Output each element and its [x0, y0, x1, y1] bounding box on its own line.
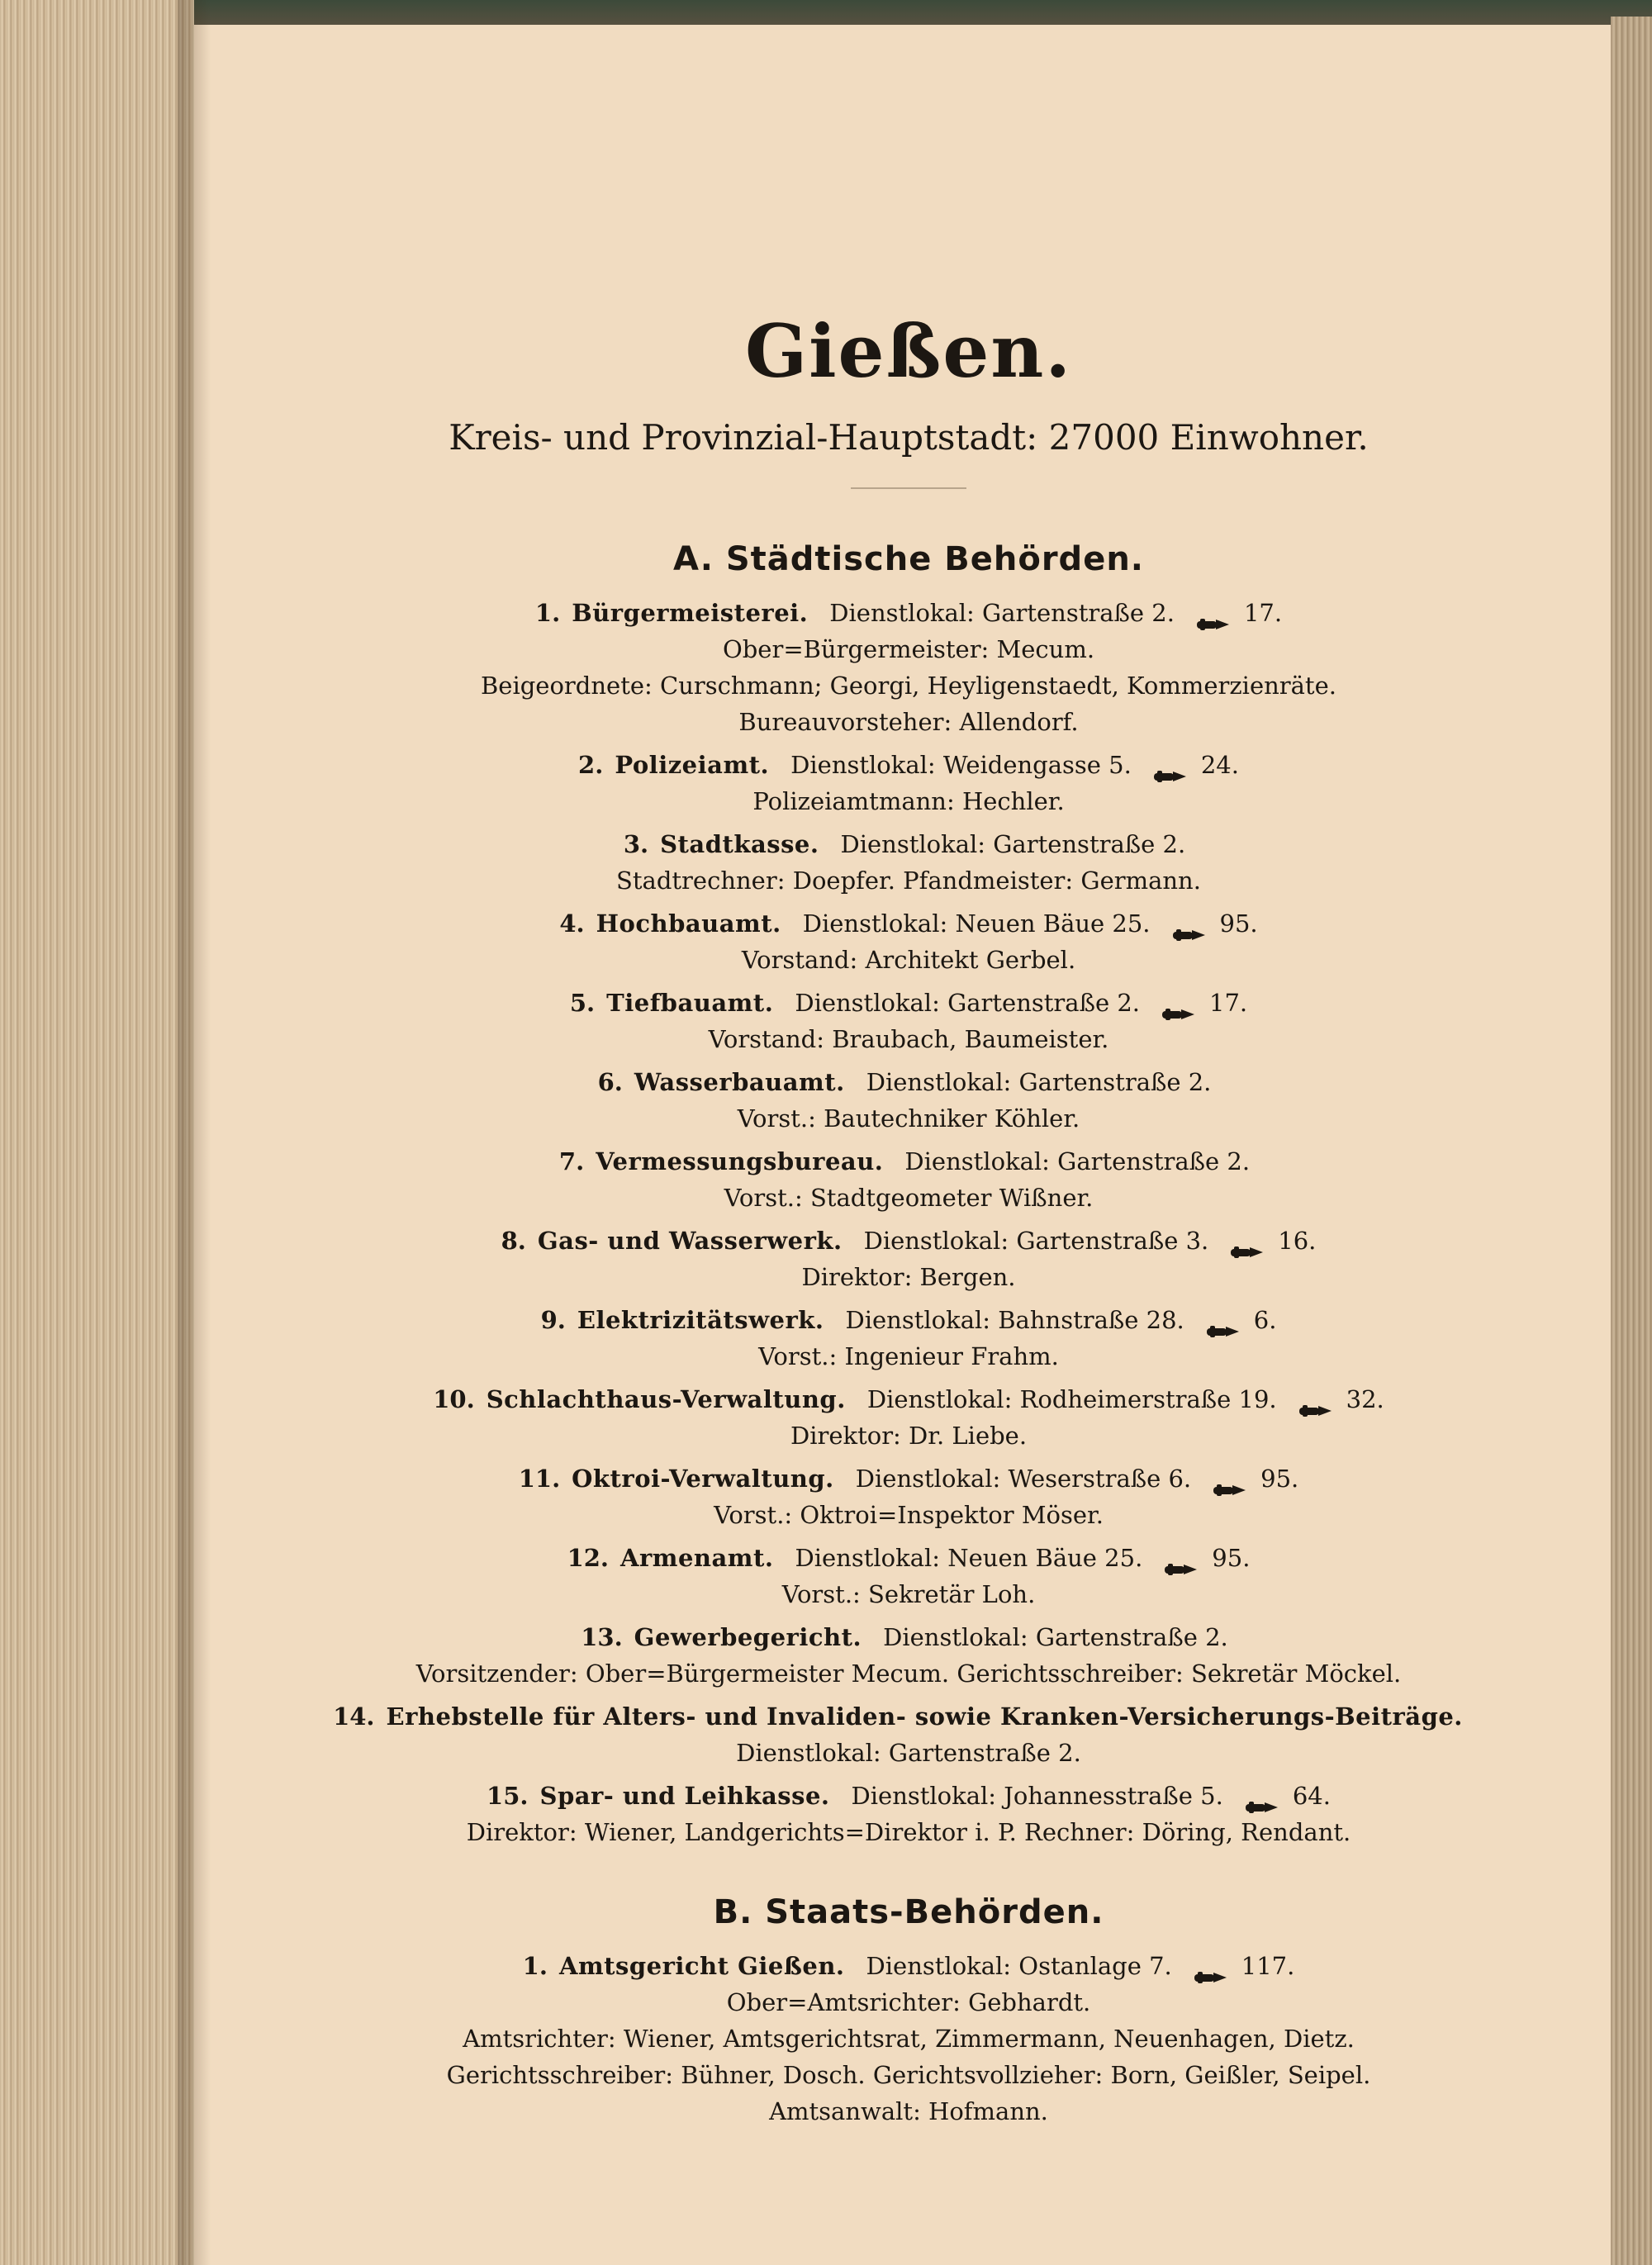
entry-office: Dienstlokal: Neuen Bäue 25. — [795, 1544, 1143, 1572]
entry-head-line — [248, 1460, 1569, 1497]
section-a-heading: A. Städtische Behörden. — [673, 540, 1144, 578]
entry-phone: 117. — [1241, 1952, 1295, 1980]
entry-number: 6. — [597, 1068, 623, 1096]
book-top-shadow — [0, 0, 1652, 28]
entry-name: Polizeiamt. — [615, 751, 770, 779]
entry-detail-line: Stadtrechner: Doepfer. Pfandmeister: Germann. — [616, 867, 1201, 895]
entry-number: 4. — [559, 909, 585, 938]
entry-phone: 32. — [1346, 1385, 1384, 1413]
entry-head-line — [248, 1302, 1569, 1338]
directory-entry — [248, 826, 1569, 899]
entry-number: 8. — [501, 1227, 526, 1255]
entry-head-line — [248, 595, 1569, 631]
entry-office: Dienstlokal: Gartenstraße 2. — [829, 599, 1175, 627]
directory-entry — [248, 1302, 1569, 1375]
entry-detail-line: Direktor: Dr. Liebe. — [790, 1422, 1028, 1450]
entry-office: Dienstlokal: Bahnstraße 28. — [845, 1306, 1184, 1334]
entry-detail-line: Vorsitzender: Ober=Bürgermeister Mecum. Gerichtsschreiber: Sekretär Möckel. — [415, 1660, 1402, 1688]
entry-head-line — [248, 1064, 1569, 1100]
entry-head-line — [248, 1381, 1569, 1417]
directory-entry — [248, 595, 1569, 740]
entry-number: 13. — [581, 1623, 623, 1651]
entry-head-line — [248, 905, 1569, 942]
entry-detail-line: Bureauvorsteher: Allendorf. — [738, 708, 1079, 736]
telephone-hand-icon — [1298, 1393, 1336, 1409]
entry-detail-line: Vorst.: Sekretär Loh. — [781, 1580, 1036, 1608]
directory-entry — [248, 905, 1569, 978]
entry-head-line — [248, 1223, 1569, 1259]
entry-phone: 16. — [1278, 1227, 1317, 1255]
entry-head-line — [248, 826, 1569, 862]
entry-number: 1. — [522, 1952, 548, 1980]
divider — [851, 487, 966, 489]
book-page-edges-right — [1611, 17, 1652, 2265]
section-a-entries — [248, 595, 1569, 1850]
directory-entry — [248, 1223, 1569, 1295]
entry-number: 5. — [569, 989, 596, 1017]
entry-name: Hochbauamt. — [596, 909, 781, 938]
entry-head-line — [248, 747, 1569, 783]
entry-name: Wasserbauamt. — [634, 1068, 845, 1096]
entry-office: Dienstlokal: Gartenstraße 2. — [795, 989, 1140, 1017]
entry-office: Dienstlokal: Gartenstraße 3. — [863, 1227, 1209, 1255]
entry-office: Dienstlokal: Rodheimerstraße 19. — [866, 1385, 1277, 1413]
entry-office: Dienstlokal: Neuen Bäue 25. — [802, 909, 1151, 938]
directory-entry — [248, 1381, 1569, 1454]
entry-detail-line: Ober=Bürgermeister: Mecum. — [722, 635, 1095, 663]
directory-entry — [248, 1698, 1569, 1771]
entry-name: Amtsgericht Gießen. — [558, 1952, 845, 1980]
entry-number: 10. — [433, 1385, 475, 1413]
directory-entry — [248, 1778, 1569, 1850]
telephone-hand-icon — [1194, 1959, 1232, 1976]
entry-head-line — [248, 1540, 1569, 1576]
telephone-hand-icon — [1230, 1234, 1268, 1251]
entry-office: Dienstlokal: Ostanlage 7. — [866, 1952, 1172, 1980]
telephone-hand-icon — [1172, 917, 1210, 933]
entry-office: Dienstlokal: Gartenstraße 2. — [904, 1147, 1251, 1175]
entry-name: Gas- und Wasserwerk. — [537, 1227, 843, 1255]
entry-name: Spar- und Leihkasse. — [539, 1782, 830, 1810]
entry-office: Dienstlokal: Weidengasse 5. — [790, 751, 1132, 779]
entry-phone: 6. — [1253, 1306, 1277, 1334]
entry-detail-line: Vorstand: Braubach, Baumeister. — [708, 1025, 1109, 1053]
entry-detail-line: Polizeiamtmann: Hechler. — [752, 787, 1065, 815]
entry-office: Dienstlokal: Gartenstraße 2. — [840, 830, 1186, 858]
telephone-hand-icon — [1161, 996, 1199, 1013]
entry-name: Oktroi-Verwaltung. — [572, 1465, 834, 1493]
page-content — [248, 306, 1569, 2130]
entry-name: Bürgermeisterei. — [572, 599, 809, 627]
entry-head-line — [248, 1948, 1569, 1984]
entry-phone: 95. — [1219, 909, 1258, 938]
page-subtitle: Kreis- und Provinzial-Hauptstadt: 27000 Einwohner. — [449, 417, 1369, 458]
entry-office: Dienstlokal: Weserstraße 6. — [855, 1465, 1192, 1493]
entry-number: 15. — [487, 1782, 529, 1810]
entry-phone: 17. — [1209, 989, 1248, 1017]
telephone-hand-icon — [1153, 758, 1191, 775]
entry-head-line — [248, 985, 1569, 1021]
entry-detail-line: Vorst.: Oktroi=Inspektor Möser. — [714, 1501, 1104, 1529]
entry-number: 14. — [333, 1702, 375, 1731]
entry-detail-line: Direktor: Wiener, Landgerichts=Direktor i. P. Rechner: Döring, Rendant. — [466, 1818, 1351, 1846]
telephone-hand-icon — [1245, 1789, 1283, 1806]
directory-entry — [248, 1460, 1569, 1533]
telephone-hand-icon — [1206, 1313, 1244, 1330]
entry-head-line — [248, 1143, 1569, 1180]
entry-office: Dienstlokal: Gartenstraße 2. — [883, 1623, 1228, 1651]
entry-detail-line: Vorst.: Stadtgeometer Wißner. — [724, 1184, 1094, 1212]
entry-phone: 95. — [1260, 1465, 1299, 1493]
entry-office: Dienstlokal: Johannesstraße 5. — [851, 1782, 1223, 1810]
entry-number: 2. — [578, 751, 604, 779]
entry-detail-line: Ober=Amtsrichter: Gebhardt. — [726, 1988, 1091, 2016]
entry-phone: 17. — [1243, 599, 1283, 627]
directory-entry — [248, 747, 1569, 819]
page-title: Gießen. — [744, 308, 1073, 394]
entry-detail-line: Amtsrichter: Wiener, Amtsgerichtsrat, Zimmermann, Neuenhagen, Dietz. — [463, 2025, 1355, 2053]
entry-head-line — [248, 1778, 1569, 1814]
telephone-hand-icon — [1213, 1472, 1251, 1489]
gutter-shadow — [178, 0, 211, 2265]
entry-detail-line: Amtsanwalt: Hofmann. — [769, 2097, 1048, 2125]
directory-entry — [248, 1064, 1569, 1137]
entry-number: 7. — [558, 1147, 585, 1175]
entry-detail-line: Vorstand: Architekt Gerbel. — [741, 946, 1076, 974]
directory-entry — [248, 1948, 1569, 2130]
entry-phone: 24. — [1200, 751, 1239, 779]
entry-phone: 95. — [1212, 1544, 1251, 1572]
directory-entry — [248, 1143, 1569, 1216]
entry-name: Schlachthaus-Verwaltung. — [486, 1385, 846, 1413]
entry-detail-line: Dienstlokal: Gartenstraße 2. — [736, 1739, 1081, 1767]
directory-entry — [248, 985, 1569, 1057]
telephone-hand-icon — [1196, 606, 1234, 623]
entry-name: Elektrizitätswerk. — [577, 1306, 824, 1334]
telephone-hand-icon — [1164, 1551, 1202, 1568]
entry-detail-line: Gerichtsschreiber: Bühner, Dosch. Gerichtsvollzieher: Born, Geißler, Seipel. — [446, 2061, 1371, 2089]
entry-number: 12. — [567, 1544, 610, 1572]
entry-number: 1. — [534, 599, 561, 627]
entry-detail-line: Beigeordnete: Curschmann; Georgi, Heyligenstaedt, Kommerzienräte. — [481, 672, 1336, 700]
entry-name: Stadtkasse. — [660, 830, 819, 858]
entry-head-line — [248, 1619, 1569, 1655]
entry-number: 11. — [518, 1465, 561, 1493]
entry-detail-line: Direktor: Bergen. — [801, 1263, 1016, 1291]
entry-phone: 64. — [1292, 1782, 1331, 1810]
section-b-heading: B. Staats-Behörden. — [713, 1893, 1104, 1931]
entry-head-line — [248, 1698, 1569, 1735]
entry-name: Gewerbegericht. — [634, 1623, 862, 1651]
entry-name: Erhebstelle für Alters- und Invaliden- sowie Kranken-Versicherungs-Beiträge. — [386, 1702, 1463, 1731]
entry-number: 3. — [623, 830, 649, 858]
entry-name: Armenamt. — [620, 1544, 774, 1572]
entry-name: Tiefbauamt. — [606, 989, 774, 1017]
directory-entry — [248, 1540, 1569, 1612]
directory-entry — [248, 1619, 1569, 1692]
book-page-edges-left — [0, 0, 194, 2265]
entry-office: Dienstlokal: Gartenstraße 2. — [866, 1068, 1212, 1096]
entry-detail-line: Vorst.: Bautechniker Köhler. — [737, 1104, 1080, 1132]
section-b-entries — [248, 1948, 1569, 2130]
entry-name: Vermessungsbureau. — [596, 1147, 884, 1175]
entry-number: 9. — [540, 1306, 566, 1334]
entry-detail-line: Vorst.: Ingenieur Frahm. — [758, 1342, 1059, 1370]
